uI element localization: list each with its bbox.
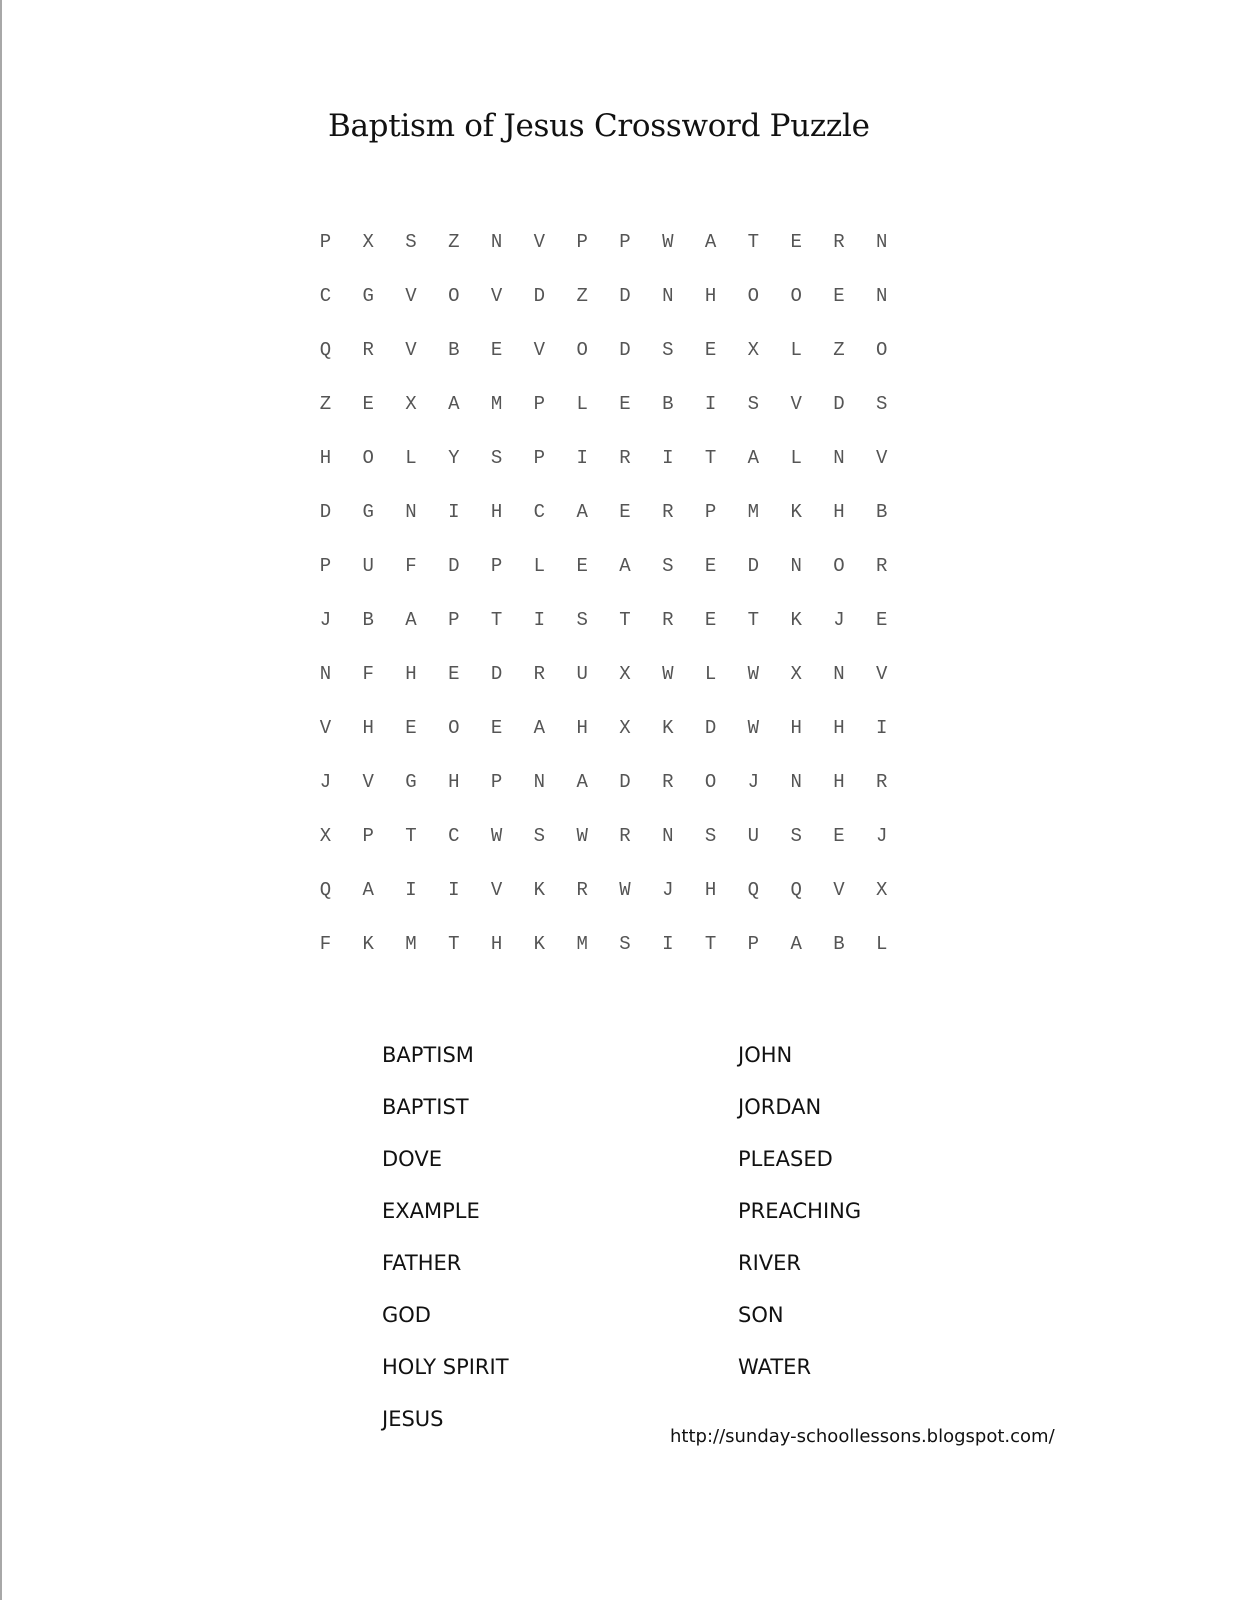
grid-cell: H xyxy=(790,717,802,739)
grid-cell: V xyxy=(876,663,888,685)
grid-cell: N xyxy=(876,285,888,307)
grid-cell: A xyxy=(747,447,760,469)
grid-cell: P xyxy=(576,231,588,253)
grid-cell: E xyxy=(490,339,503,361)
grid-cell: H xyxy=(490,501,503,523)
grid-cell: N xyxy=(790,771,802,793)
grid-cell: T xyxy=(747,609,760,631)
grid-cell: Q xyxy=(319,879,332,901)
word-list-item: GOD xyxy=(382,1303,431,1327)
grid-cell: P xyxy=(448,609,460,631)
grid-cell: O xyxy=(448,285,460,307)
grid-cell: T xyxy=(704,447,717,469)
grid-cell: S xyxy=(662,555,674,577)
word-list-right-column xyxy=(738,1038,861,1454)
grid-cell: I xyxy=(533,609,546,631)
grid-cell: S xyxy=(662,339,674,361)
grid-cell: T xyxy=(405,825,417,847)
grid-cell: R xyxy=(576,879,588,901)
word-list-item: JOHN xyxy=(738,1043,793,1067)
grid-cell: W xyxy=(619,879,631,901)
grid-cell: E xyxy=(362,393,374,415)
grid-cell: V xyxy=(405,285,417,307)
grid-cell: F xyxy=(362,663,374,685)
grid-cell: C xyxy=(448,825,460,847)
footer-url: http://sunday-schoollessons.blogspot.com/ xyxy=(670,1426,1055,1447)
grid-cell: R xyxy=(876,555,888,577)
word-list-item: WATER xyxy=(738,1355,812,1379)
grid-cell: I xyxy=(662,933,674,955)
grid-cell: W xyxy=(490,825,503,847)
grid-cell: J xyxy=(833,609,845,631)
grid-cell: V xyxy=(833,879,845,901)
grid-cell: B xyxy=(833,933,845,955)
grid-cell: E xyxy=(790,231,802,253)
grid-cell: E xyxy=(704,339,717,361)
grid-cell: K xyxy=(533,879,546,901)
page-title: Baptism of Jesus Crossword Puzzle xyxy=(328,108,870,144)
grid-cell: P xyxy=(362,825,374,847)
grid-cell: L xyxy=(790,447,802,469)
grid-cell: E xyxy=(833,285,845,307)
grid-cell: A xyxy=(704,231,717,253)
grid-cell: L xyxy=(576,393,588,415)
grid-cell: H xyxy=(704,285,717,307)
grid-cell: P xyxy=(704,501,717,523)
grid-cell: D xyxy=(533,285,546,307)
grid-cell: N xyxy=(319,663,332,685)
grid-cell: G xyxy=(362,501,374,523)
grid-cell: I xyxy=(876,717,888,739)
grid-cell: H xyxy=(833,501,845,523)
grid-cell: V xyxy=(533,339,546,361)
word-list-item: EXAMPLE xyxy=(382,1199,480,1223)
grid-cell: Z xyxy=(448,231,460,253)
grid-cell: B xyxy=(362,609,374,631)
grid-cell: A xyxy=(576,771,588,793)
grid-cell: N xyxy=(790,555,802,577)
grid-cell: X xyxy=(876,879,888,901)
grid-cell: V xyxy=(362,771,374,793)
grid-cell: O xyxy=(876,339,888,361)
grid-cell: S xyxy=(490,447,503,469)
grid-cell: H xyxy=(405,663,417,685)
grid-cell: E xyxy=(619,501,631,523)
grid-cell: D xyxy=(619,771,631,793)
grid-cell: L xyxy=(405,447,417,469)
grid-cell: S xyxy=(576,609,588,631)
grid-cell: O xyxy=(790,285,802,307)
grid-cell: X xyxy=(362,231,374,253)
grid-cell: N xyxy=(662,825,674,847)
grid-cell: A xyxy=(405,609,417,631)
grid-cell: P xyxy=(490,771,503,793)
grid-cell: K xyxy=(790,501,802,523)
grid-cell: R xyxy=(662,609,674,631)
word-list-item: FATHER xyxy=(382,1251,462,1275)
grid-cell: E xyxy=(448,663,460,685)
grid-cell: H xyxy=(319,447,332,469)
grid-cell: K xyxy=(662,717,674,739)
grid-cell: F xyxy=(319,933,332,955)
grid-cell: R xyxy=(619,447,631,469)
grid-cell: X xyxy=(790,663,802,685)
grid-cell: P xyxy=(490,555,503,577)
grid-cell: D xyxy=(448,555,460,577)
letter-grid xyxy=(304,222,903,978)
grid-cell: H xyxy=(833,717,845,739)
grid-cell: Q xyxy=(790,879,802,901)
grid-cell: F xyxy=(405,555,417,577)
grid-cell: C xyxy=(533,501,546,523)
grid-cell: A xyxy=(533,717,546,739)
grid-cell: E xyxy=(619,393,631,415)
grid-cell: R xyxy=(619,825,631,847)
grid-cell: S xyxy=(619,933,631,955)
grid-cell: T xyxy=(747,231,760,253)
word-list-item: PREACHING xyxy=(738,1199,862,1223)
grid-cell: Q xyxy=(747,879,760,901)
grid-cell: J xyxy=(662,879,674,901)
grid-cell: O xyxy=(833,555,845,577)
grid-cell: N xyxy=(833,663,845,685)
grid-cell: J xyxy=(876,825,888,847)
grid-cell: N xyxy=(876,231,888,253)
grid-cell: M xyxy=(490,393,503,415)
grid-cell: R xyxy=(662,501,674,523)
grid-cell: T xyxy=(448,933,460,955)
grid-cell: T xyxy=(490,609,503,631)
grid-cell: V xyxy=(405,339,417,361)
grid-cell: Z xyxy=(833,339,845,361)
grid-cell: H xyxy=(576,717,588,739)
grid-cell: Z xyxy=(319,393,332,415)
grid-cell: Q xyxy=(319,339,332,361)
grid-cell: G xyxy=(362,285,374,307)
word-list xyxy=(382,1038,861,1454)
grid-cell: X xyxy=(619,663,631,685)
grid-cell: N xyxy=(833,447,845,469)
word-list-item: JESUS xyxy=(382,1407,444,1431)
grid-cell: M xyxy=(405,933,417,955)
grid-cell: L xyxy=(790,339,802,361)
grid-cell: E xyxy=(576,555,588,577)
grid-cell: D xyxy=(490,663,503,685)
grid-cell: N xyxy=(405,501,417,523)
grid-cell: R xyxy=(533,663,546,685)
grid-cell: P xyxy=(747,933,760,955)
grid-cell: U xyxy=(576,663,588,685)
grid-cell: L xyxy=(704,663,717,685)
grid-cell: A xyxy=(619,555,631,577)
grid-cell: B xyxy=(448,339,460,361)
grid-cell: I xyxy=(448,501,460,523)
grid-cell: S xyxy=(876,393,888,415)
grid-cell: E xyxy=(704,609,717,631)
word-list-item: SON xyxy=(738,1303,784,1327)
word-list-item: BAPTIST xyxy=(382,1095,469,1119)
grid-cell: R xyxy=(833,231,845,253)
grid-cell: B xyxy=(662,393,674,415)
grid-cell: P xyxy=(319,231,332,253)
word-list-item: JORDAN xyxy=(738,1095,822,1119)
grid-cell: O xyxy=(747,285,760,307)
grid-cell: V xyxy=(490,285,503,307)
grid-cell: D xyxy=(747,555,760,577)
grid-cell: D xyxy=(619,339,631,361)
word-list-item: RIVER xyxy=(738,1251,802,1275)
grid-cell: G xyxy=(405,771,417,793)
grid-cell: D xyxy=(319,501,332,523)
grid-cell: X xyxy=(319,825,332,847)
grid-cell: V xyxy=(319,717,332,739)
grid-cell: R xyxy=(662,771,674,793)
grid-cell: X xyxy=(405,393,417,415)
grid-cell: R xyxy=(362,339,374,361)
grid-cell: A xyxy=(448,393,460,415)
grid-cell: U xyxy=(362,555,374,577)
grid-cell: C xyxy=(319,285,332,307)
grid-cell: A xyxy=(576,501,588,523)
grid-cell: E xyxy=(704,555,717,577)
grid-cell: E xyxy=(876,609,888,631)
grid-cell: N xyxy=(490,231,503,253)
grid-cell: H xyxy=(833,771,845,793)
grid-cell: O xyxy=(362,447,374,469)
grid-cell: E xyxy=(405,717,417,739)
grid-cell: W xyxy=(576,825,588,847)
grid-cell: R xyxy=(876,771,888,793)
grid-cell: A xyxy=(362,879,374,901)
grid-cell: W xyxy=(662,663,674,685)
grid-cell: Z xyxy=(576,285,588,307)
grid-cell: H xyxy=(490,933,503,955)
grid-cell: W xyxy=(747,663,760,685)
grid-cell: L xyxy=(876,933,888,955)
grid-cell: T xyxy=(704,933,717,955)
grid-cell: V xyxy=(533,231,546,253)
grid-cell: I xyxy=(662,447,674,469)
grid-cell: O xyxy=(704,771,717,793)
grid-cell: H xyxy=(704,879,717,901)
grid-cell: P xyxy=(533,447,546,469)
grid-cell: V xyxy=(490,879,503,901)
grid-cell: T xyxy=(619,609,631,631)
grid-cell: I xyxy=(448,879,460,901)
word-list-left-column xyxy=(382,1038,738,1454)
grid-cell: J xyxy=(319,771,332,793)
grid-cell: I xyxy=(704,393,717,415)
grid-cell: D xyxy=(833,393,845,415)
grid-cell: Y xyxy=(448,447,460,469)
grid-cell: V xyxy=(876,447,888,469)
grid-cell: N xyxy=(533,771,546,793)
grid-cell: K xyxy=(533,933,546,955)
grid-cell: I xyxy=(405,879,417,901)
grid-cell: I xyxy=(576,447,588,469)
grid-cell: V xyxy=(790,393,802,415)
grid-cell: S xyxy=(405,231,417,253)
grid-cell: O xyxy=(576,339,588,361)
grid-cell: A xyxy=(790,933,802,955)
grid-cell: W xyxy=(662,231,674,253)
grid-cell: U xyxy=(747,825,760,847)
grid-cell: P xyxy=(319,555,332,577)
word-list-item: PLEASED xyxy=(738,1147,833,1171)
grid-cell: X xyxy=(747,339,760,361)
grid-cell: S xyxy=(704,825,717,847)
grid-cell: J xyxy=(319,609,332,631)
grid-cell: S xyxy=(533,825,546,847)
grid-cell: O xyxy=(448,717,460,739)
word-list-item: BAPTISM xyxy=(382,1043,474,1067)
grid-cell: L xyxy=(533,555,546,577)
grid-cell: M xyxy=(576,933,588,955)
grid-cell: N xyxy=(662,285,674,307)
grid-cell: B xyxy=(876,501,888,523)
grid-cell: D xyxy=(704,717,717,739)
word-list-item: DOVE xyxy=(382,1147,442,1171)
grid-cell: P xyxy=(533,393,546,415)
grid-cell: P xyxy=(619,231,631,253)
grid-cell: X xyxy=(619,717,631,739)
grid-cell: J xyxy=(747,771,760,793)
grid-cell: E xyxy=(490,717,503,739)
grid-cell: M xyxy=(747,501,760,523)
grid-cell: S xyxy=(747,393,760,415)
grid-cell: K xyxy=(790,609,802,631)
grid-cell: H xyxy=(362,717,374,739)
word-list-item: HOLY SPIRIT xyxy=(382,1355,509,1379)
grid-cell: K xyxy=(362,933,374,955)
grid-cell: W xyxy=(747,717,760,739)
grid-cell: E xyxy=(833,825,845,847)
grid-cell: D xyxy=(619,285,631,307)
grid-cell: S xyxy=(790,825,802,847)
grid-cell: H xyxy=(448,771,460,793)
